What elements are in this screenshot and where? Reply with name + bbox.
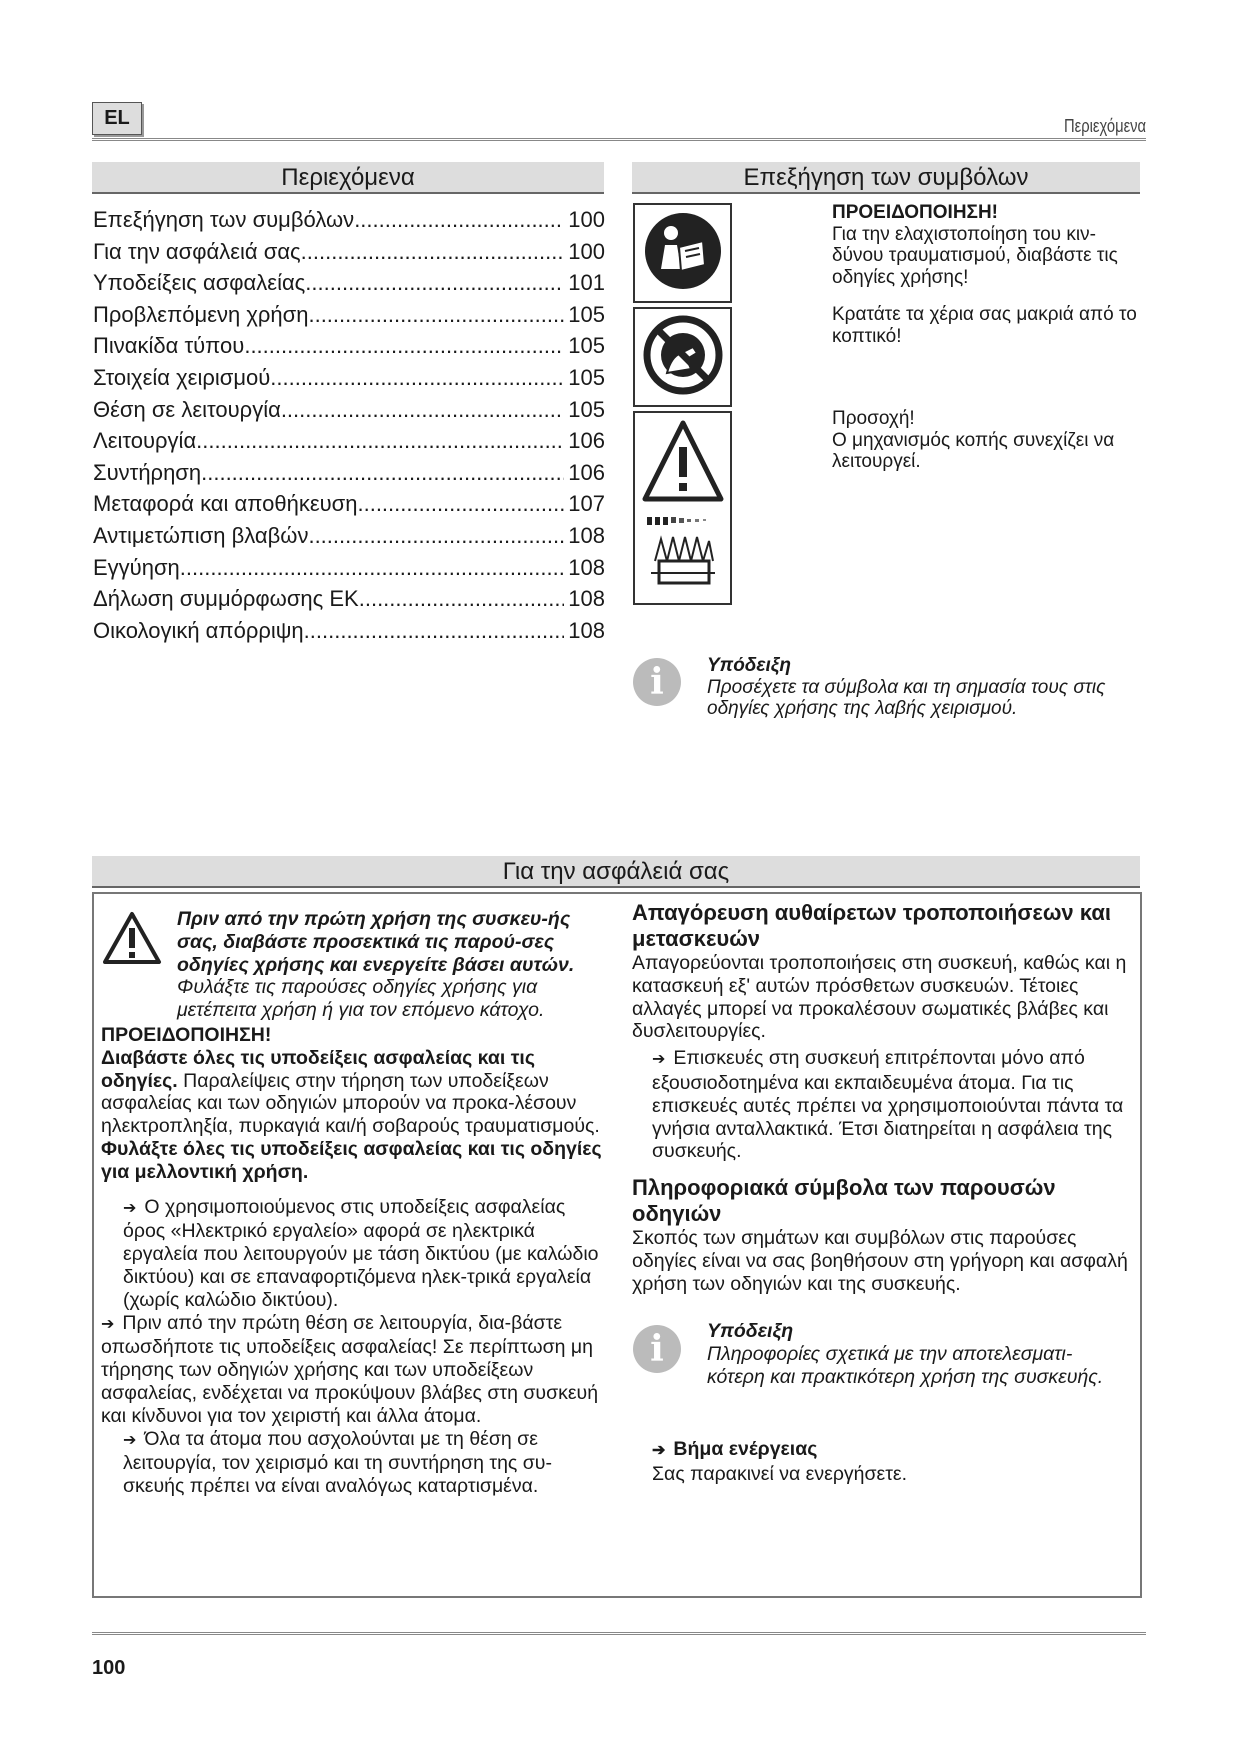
toc-entry[interactable] [93,615,605,647]
safety-warning-heading: ΠΡΟΕΙΔΟΠΟΙΗΣΗ! [101,1023,272,1046]
action-step-text: Σας παρακινεί να ενεργήσετε. [652,1462,908,1485]
toc-entry-page: 106 [568,459,605,485]
toc-entry-page: 105 [568,396,605,422]
safety-intro-bold: Πριν από την πρώτη χρήση της συσκευ-ής σας, διαβάστε προσεκτικά τις παρού-σες οδηγίες χρήσης και ενεργείτε βάσει αυτών. [177,908,575,976]
safety-title: Για την ασφάλειά σας [92,856,1140,888]
toc-entry-label: Μεταφορά και αποθήκευση [93,491,358,517]
blade-runs-on-symbol [633,411,732,605]
toc-entry-label: Λειτουργία [93,428,197,454]
read-all-text: Παραλείψεις στην τήρηση των υποδείξεων ασφαλείας και των οδηγιών μπορούν να προκα-λέσουν ηλεκτροπληξία, πυρκαγιά και/ή σοβαρούς τραυματισμούς. [101,1069,600,1138]
hands-text: Κρατάτε τα χέρια σας μακριά από το κοπτικό! [832,304,1137,347]
language-tag: EL [92,102,142,135]
toc-entry-label: Πινακίδα τύπου [93,333,245,359]
toc-entry-label: Προβλεπόμενη χρήση [93,301,309,327]
toc-entry-page: 108 [568,617,605,643]
toc-entry-page: 108 [568,554,605,580]
toc-entry-page: 106 [568,428,605,454]
info-symbols-text: Σκοπός των σημάτων και συμβόλων στις παρούσες οδηγίες είναι να σας βοηθήσουν στη γρήγορη και ασφαλή χρήση των οδηγιών και της συσκευής. [632,1227,1128,1295]
toc-entry-page: 105 [568,301,605,327]
hint-text: Πληροφορίες σχετικά με την αποτελεσματι-κότερη και πρακτικότερη χρήση της συσκευής. [707,1342,1104,1388]
header-rule [92,138,1146,141]
info-symbols-heading: Πληροφοριακά σύμβολα των παρουσών οδηγιών [632,1175,1056,1227]
info-icon: i [633,1325,681,1373]
hint-heading: Υπόδειξη [707,1320,794,1342]
note-text: Προσέχετε τα σύμβολα και τη σημασία τους στις οδηγίες χρήσης της λαβής χειρισμού. [707,676,1106,719]
footer-rule [92,1632,1146,1635]
toc-entry[interactable] [93,520,605,552]
toc-entry[interactable] [93,204,605,236]
safety-intro-text: Φυλάξτε τις παρούσες οδηγίες χρήσης για μετέπειτα χρήση ή για τον επόμενο κάτοχο. [177,976,545,1022]
toc-entry[interactable] [93,299,605,331]
caution-heading: Προσοχή! [832,408,915,429]
bullet-trained-persons: Όλα τα άτομα που ασχολούνται με τη θέση σε λειτουργία, τον χειρισμό και τη συντήρηση της συ-σκευής πρέπει να είναι αναλόγως καταρτισμένα. [123,1427,552,1498]
toc-entry[interactable] [93,457,605,489]
no-hands-icon [641,313,725,397]
warning-triangle-icon [641,417,725,507]
note-heading: Υπόδειξη [707,655,791,676]
toc-entry[interactable] [93,236,605,268]
toc-entry[interactable] [93,425,605,457]
toc-entry-label: Εγγύηση [93,554,180,580]
toc-entry-label: Για την ασφάλειά σας [93,238,301,264]
toc-entry-page: 101 [568,270,605,296]
keep-hands-away-symbol [633,307,732,407]
toc-entry-label: Επεξήγηση των συμβόλων [93,207,355,232]
toc-entry-page: 100 [568,238,605,264]
read-manual-icon [641,209,725,293]
action-step-heading: Βήμα ενέργειας [673,1438,818,1460]
toc-leader-dots [270,362,564,394]
modifications-text: Απαγορεύονται τροποποιήσεις στη συσκευή, καθώς και η κατασκευή εξ' αυτών πρόσθετων συσκευών. Τέτοιες αλλαγές μπορεί να προκαλέσουν σωματικές βλάβες και δυσλειτουργίες. [632,952,1127,1043]
bullet-read-first: Πριν από την πρώτη θέση σε λειτουργία, δια-βάστε οπωσδήποτε τις υποδείξεις ασφαλείας! Σε περίπτωση μη τήρησης των οδηγιών χρήσης και των υποδείξεων ασφαλείας, ενδέχεται να προκύψουν βλάβες στη συσκευή και κίνδυνοι για τον χειριστή και άλλα άτομα. [101,1311,599,1427]
toc-leader-dots [308,299,564,331]
read-all-bold: Διαβάστε όλες τις υποδείξεις ασφαλείας και τις οδηγίες. [101,1046,535,1092]
toc-leader-dots [305,267,564,299]
toc-leader-dots [301,236,565,268]
caution-text: Ο μηχανισμός κοπής συνεχίζει να λειτουργεί. [832,429,1115,472]
toc-entry-label: Οικολογική απόρριψη [93,617,304,643]
toc-entry-page: 105 [568,364,605,390]
arrow-icon: ➔ [123,1431,137,1449]
table-of-contents [93,204,605,646]
toc-entry-page: 100 [568,207,605,232]
arrow-icon: ➔ [652,1051,666,1069]
modifications-heading: Απαγόρευση αυθαίρετων τροποποιήσεων και μετασκευών [632,900,1111,951]
warning-heading: ΠΡΟΕΙΔΟΠΟΙΗΣΗ! [832,202,998,223]
running-header: Περιεχόμενα [1063,116,1146,136]
toc-leader-dots [196,425,564,457]
warning-text: Για την ελαχιστοποίηση του κιν-δύνου τραυματισμού, διαβάστε τις οδηγίες χρήσης! [832,223,1118,288]
toc-entry-label: Δήλωση συμμόρφωσης ΕΚ [93,586,359,612]
toc-entry-label: Συντήρηση [93,459,202,485]
toc-entry[interactable] [93,488,605,520]
toc-entry[interactable] [93,583,605,615]
toc-entry-page: 108 [568,522,605,548]
toc-entry-page: 108 [568,586,605,612]
toc-entry[interactable] [93,267,605,299]
toc-entry-page: 105 [568,333,605,359]
toc-entry-label: Θέση σε λειτουργία [93,396,281,422]
toc-leader-dots [308,520,564,552]
toc-entry[interactable] [93,552,605,584]
keep-instructions: Φυλάξτε όλες τις υποδείξεις ασφαλείας και τις οδηγίες για μελλοντική χρήση. [101,1137,602,1183]
toc-entry[interactable] [93,330,605,362]
arrow-icon: ➔ [123,1199,137,1217]
arrow-icon: ➔ [652,1442,666,1459]
toc-leader-dots [180,552,565,584]
toc-leader-dots [244,330,564,362]
repairs-bullet: Επισκευές στη συσκευή επιτρέπονται μόνο από εξουσιοδοτημένα και εκπαιδευμένα άτομα. Για τις επισκευές αυτές πρέπει να χρησιμοποιούνται πάντα τα γνήσια ανταλλακτικά. Έτσι διατηρείται η ασφάλεια της συσκευής. [652,1047,1124,1163]
toc-title: Περιεχόμενα [92,162,604,194]
toc-entry[interactable] [93,394,605,426]
toc-entry-label: Υποδείξεις ασφαλείας [93,270,306,296]
read-manual-symbol [633,203,732,303]
toc-leader-dots [304,615,565,647]
toc-leader-dots [359,583,565,615]
toc-entry[interactable] [93,362,605,394]
toc-entry-label: Αντιμετώπιση βλαβών [93,522,309,548]
info-icon: i [633,658,681,706]
page-number: 100 [92,1657,126,1679]
symbols-title: Επεξήγηση των συμβόλων [632,162,1140,194]
arrow-icon: ➔ [101,1315,115,1333]
toc-leader-dots [357,488,564,520]
toc-leader-dots [201,457,564,489]
bullet-power-tool: Ο χρησιμοποιούμενος στις υποδείξεις ασφαλείας όρος «Ηλεκτρικό εργαλείο» αφορά σε ηλεκτρικά εργαλεία που λειτουργούν με τάση δικτύου (με καλώδιο δικτύου) και σε επαναφορτιζόμενα ηλεκ-τρικά εργαλεία (χωρίς καλώδιο δικτύου). [123,1195,599,1311]
toc-leader-dots [281,394,564,426]
toc-entry-page: 107 [568,491,605,517]
toc-entry-label: Στοιχεία χειρισμού [93,364,271,390]
toc-leader-dots [354,204,564,236]
cutter-bar-icon [641,511,725,591]
